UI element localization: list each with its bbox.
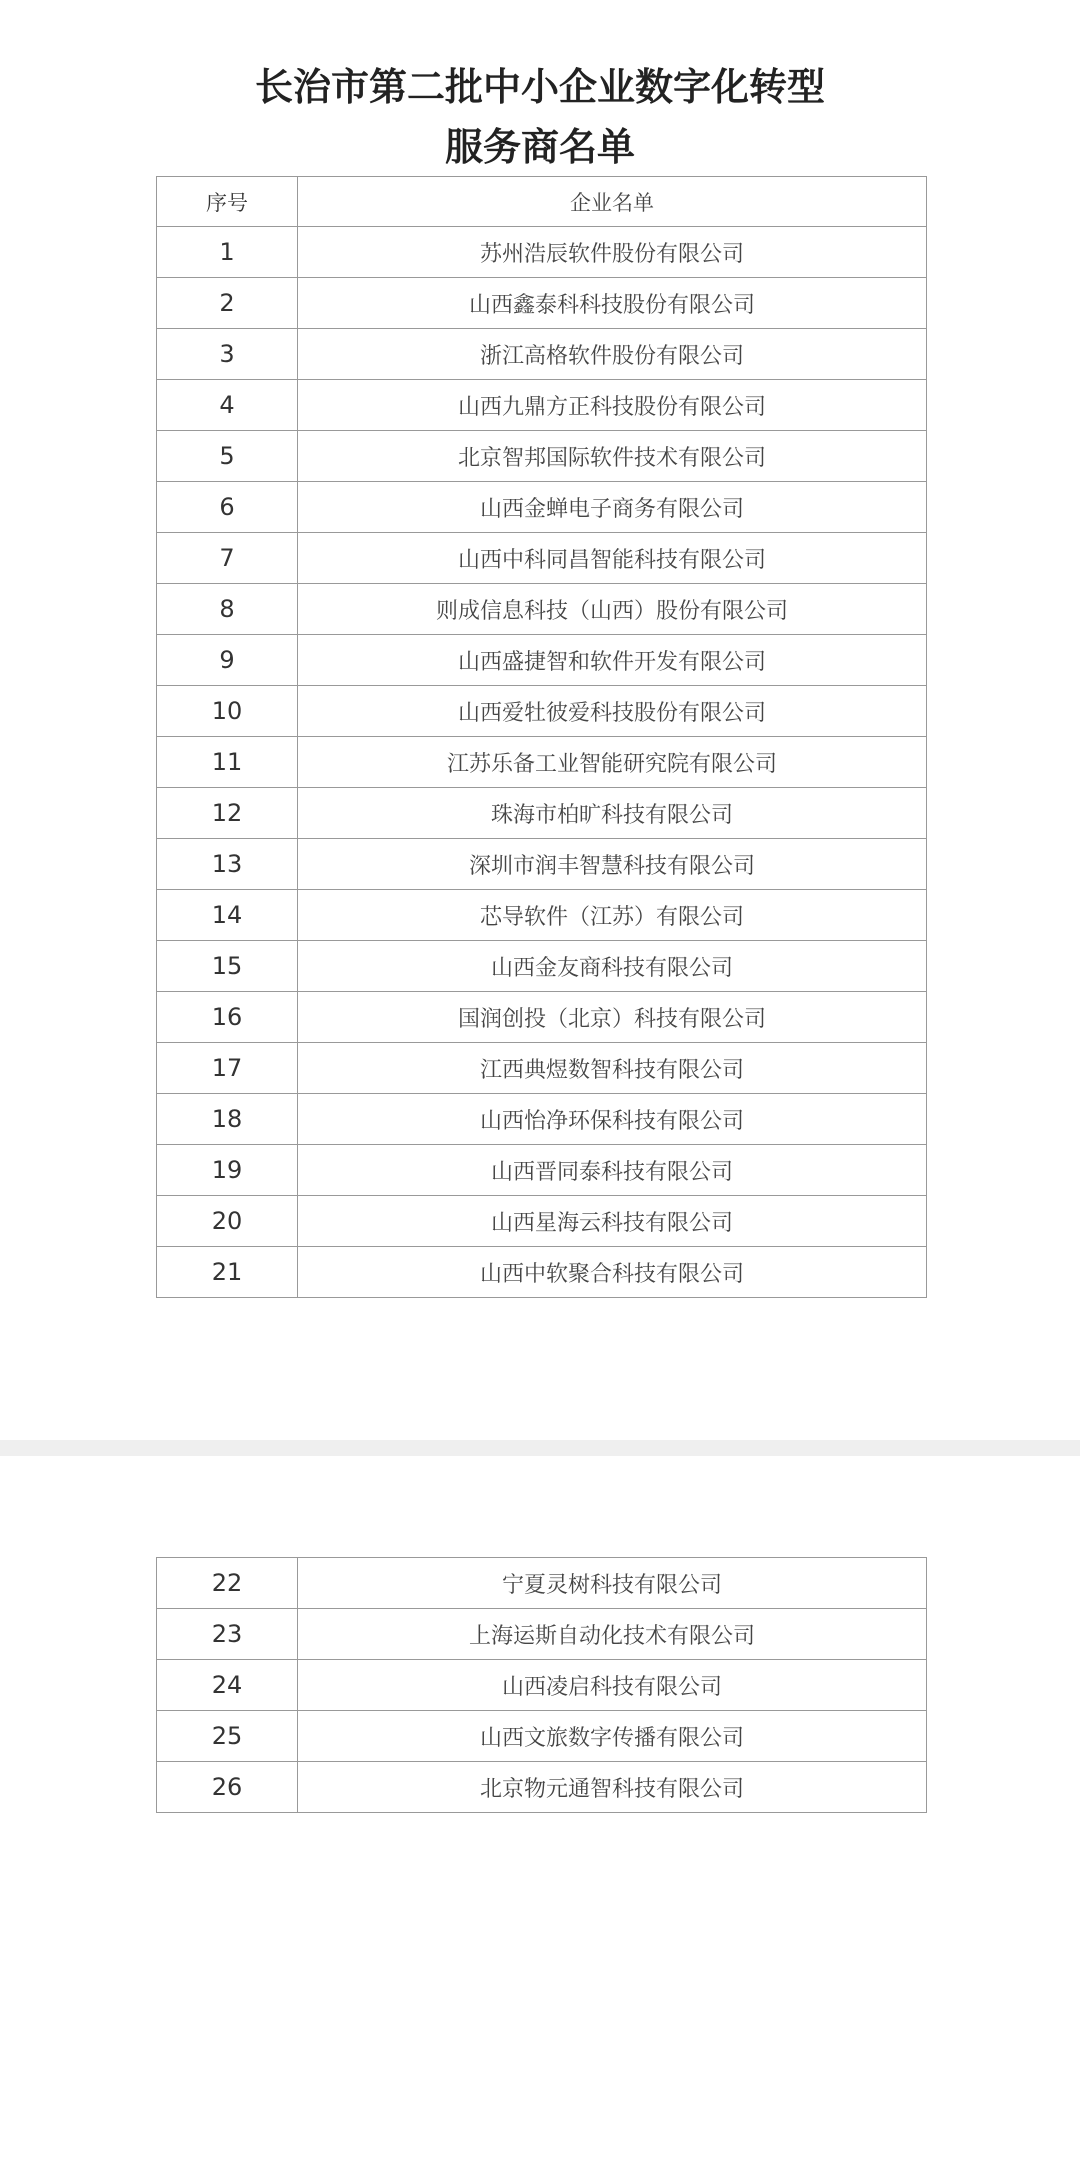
- row-index: 20: [157, 1196, 298, 1247]
- row-index: 21: [157, 1247, 298, 1298]
- company-name: 山西爱牡彼爱科技股份有限公司: [298, 686, 927, 737]
- table-row: [157, 1558, 927, 1609]
- table-row: [157, 1247, 927, 1298]
- table-row: [157, 1196, 927, 1247]
- row-index: 2: [157, 278, 298, 329]
- table-row: [157, 1660, 927, 1711]
- company-name: 山西中科同昌智能科技有限公司: [298, 533, 927, 584]
- company-name: 苏州浩辰软件股份有限公司: [298, 227, 927, 278]
- row-index: 9: [157, 635, 298, 686]
- table-row: [157, 1609, 927, 1660]
- row-index: 3: [157, 329, 298, 380]
- company-name: 珠海市柏旷科技有限公司: [298, 788, 927, 839]
- company-name: 北京智邦国际软件技术有限公司: [298, 431, 927, 482]
- company-name: 浙江高格软件股份有限公司: [298, 329, 927, 380]
- company-name: 江西典煜数智科技有限公司: [298, 1043, 927, 1094]
- company-name: 山西晋同泰科技有限公司: [298, 1145, 927, 1196]
- table-row: [157, 482, 927, 533]
- company-name: 山西金蝉电子商务有限公司: [298, 482, 927, 533]
- row-index: 10: [157, 686, 298, 737]
- table-row: [157, 737, 927, 788]
- company-name: 山西怡净环保科技有限公司: [298, 1094, 927, 1145]
- row-index: 15: [157, 941, 298, 992]
- company-name: 北京物元通智科技有限公司: [298, 1762, 927, 1813]
- row-index: 7: [157, 533, 298, 584]
- company-name: 则成信息科技（山西）股份有限公司: [298, 584, 927, 635]
- header-name: 企业名单: [298, 177, 927, 227]
- table-row: [157, 227, 927, 278]
- company-name: 国润创投（北京）科技有限公司: [298, 992, 927, 1043]
- table-row: [157, 329, 927, 380]
- document-subtitle: 服务商名单: [444, 125, 635, 169]
- company-name: 山西中软聚合科技有限公司: [298, 1247, 927, 1298]
- company-name: 山西鑫泰科科技股份有限公司: [298, 278, 927, 329]
- table-row: [157, 1145, 927, 1196]
- row-index: 16: [157, 992, 298, 1043]
- row-index: 22: [157, 1558, 298, 1609]
- row-index: 25: [157, 1711, 298, 1762]
- row-index: 4: [157, 380, 298, 431]
- row-index: 17: [157, 1043, 298, 1094]
- company-name: 山西凌启科技有限公司: [298, 1660, 927, 1711]
- company-name: 上海运斯自动化技术有限公司: [298, 1609, 927, 1660]
- table-row: [157, 686, 927, 737]
- row-index: 23: [157, 1609, 298, 1660]
- table-row: [157, 941, 927, 992]
- row-index: 12: [157, 788, 298, 839]
- document-title: 长治市第二批中小企业数字化转型: [254, 65, 825, 109]
- company-name: 江苏乐备工业智能研究院有限公司: [298, 737, 927, 788]
- provider-table-page2: [156, 1557, 927, 1813]
- provider-table-page1: [156, 176, 927, 1298]
- row-index: 5: [157, 431, 298, 482]
- table-row: [157, 890, 927, 941]
- table-row: [157, 788, 927, 839]
- row-index: 24: [157, 1660, 298, 1711]
- table-row: [157, 1762, 927, 1813]
- row-index: 26: [157, 1762, 298, 1813]
- table-row: [157, 584, 927, 635]
- header-index: 序号: [157, 177, 298, 227]
- company-name: 芯导软件（江苏）有限公司: [298, 890, 927, 941]
- table-row: [157, 431, 927, 482]
- row-index: 18: [157, 1094, 298, 1145]
- table-header-row: [157, 177, 927, 227]
- company-name: 深圳市润丰智慧科技有限公司: [298, 839, 927, 890]
- row-index: 1: [157, 227, 298, 278]
- table-row: [157, 839, 927, 890]
- table-row: [157, 380, 927, 431]
- company-name: 山西盛捷智和软件开发有限公司: [298, 635, 927, 686]
- row-index: 14: [157, 890, 298, 941]
- row-index: 13: [157, 839, 298, 890]
- company-name: 山西金友商科技有限公司: [298, 941, 927, 992]
- company-name: 山西文旅数字传播有限公司: [298, 1711, 927, 1762]
- table-row: [157, 1711, 927, 1762]
- table-row: [157, 992, 927, 1043]
- company-name: 山西九鼎方正科技股份有限公司: [298, 380, 927, 431]
- table-row: [157, 1094, 927, 1145]
- table-row: [157, 278, 927, 329]
- page-separator: [0, 1440, 1080, 1456]
- row-index: 11: [157, 737, 298, 788]
- table-row: [157, 635, 927, 686]
- company-name: 山西星海云科技有限公司: [298, 1196, 927, 1247]
- row-index: 8: [157, 584, 298, 635]
- row-index: 19: [157, 1145, 298, 1196]
- row-index: 6: [157, 482, 298, 533]
- table-row: [157, 1043, 927, 1094]
- table-row: [157, 533, 927, 584]
- company-name: 宁夏灵树科技有限公司: [298, 1558, 927, 1609]
